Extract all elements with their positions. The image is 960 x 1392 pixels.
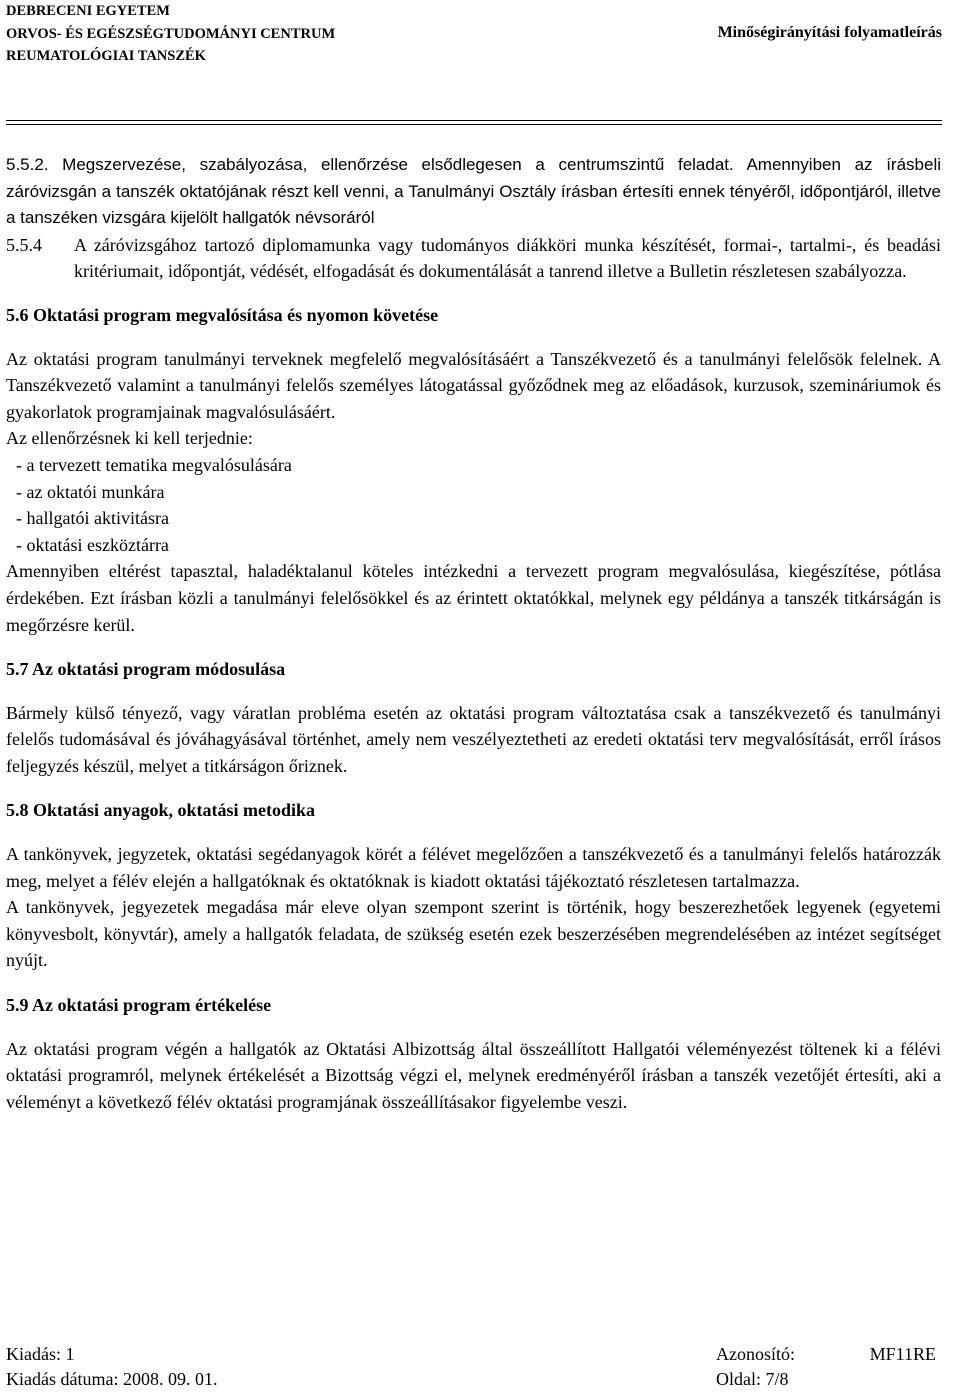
header-university: DEBRECENI EGYETEM xyxy=(6,3,170,19)
footer-page-number: Oldal: 7/8 xyxy=(716,1369,789,1389)
page-header xyxy=(6,0,942,72)
document-body xyxy=(6,152,941,1115)
footer-identifier-value: MF11RE xyxy=(869,1344,936,1364)
paragraph-5-6-2: Az ellenőrzésnek ki kell terjednie: xyxy=(6,428,253,449)
footer-edition: Kiadás: 1 xyxy=(6,1344,75,1364)
footer-identifier xyxy=(716,1342,936,1367)
heading-5-7: 5.7 Az oktatási program módosulása xyxy=(6,659,286,680)
footer-identifier-label: Azonosító: xyxy=(716,1344,795,1364)
header-doc-type: Minőségirányítási folyamatleírás xyxy=(717,24,942,41)
heading-5-6: 5.6 Oktatási program megvalósítása és nyomon követése xyxy=(6,304,439,325)
paragraph-5-8-1: A tankönyvek, jegyzetek, oktatási segédanyagok körét a félévet megelőzően a tanszékvezető és a tanulmányi felelős határozzák meg, melyet a félév elején a hallgatóknak és oktatóknak is kiadott oktatási tájékoztató részletesen tartalmazza. xyxy=(6,844,941,891)
footer-edition-date: Kiadás dátuma: 2008. 09. 01. xyxy=(6,1369,218,1389)
paragraph-5-5-4-text: A záróvizsgához tartozó diplomamunka vagy tudományos diákköri munka készítését, formai-, tartalmi-, és beadási kritériumait, időpontját, védését, elfogadását és dokumentálását a tanrend illetve a Bulletin részletesen szabályozza. xyxy=(74,234,941,282)
footer-row-1 xyxy=(6,1342,936,1367)
footer-row-2 xyxy=(6,1367,936,1392)
header-institution xyxy=(6,0,335,68)
header-centre: ORVOS- ÉS EGÉSZSÉGTUDOMÁNYI CENTRUM xyxy=(6,25,336,42)
heading-5-8: 5.8 Oktatási anyagok, oktatási metodika xyxy=(6,800,316,821)
check-list xyxy=(6,452,941,558)
paragraph-5-6-3: Amennyiben eltérést tapasztal, haladéktalanul köteles intézkedni a tervezett program megvalósulása, kiegészítése, pótlása érdekében. Ezt írásban közli a tanulmányi felelősökkel és az érintett oktatókkal, melynek egy példánya a tanszék titkárságán is megőrzésre kerül. xyxy=(6,561,941,635)
paragraph-5-7: Bármely külső tényező, vagy váratlan probléma esetén az oktatási program változtatása csak a tanszékvezető és tanulmányi felelős tudomásával és jóváhagyásával történhet, amely nem veszélyeztetheti az eredeti oktatási terv megvalósítását, erről írásos feljegyzés készül, melyet a titkárságon őriznek. xyxy=(6,702,941,776)
list-item: - oktatási eszköztárra xyxy=(16,534,169,555)
page-footer xyxy=(6,1342,936,1392)
list-item: - az oktatói munkára xyxy=(16,481,165,502)
header-department: REUMATOLÓGIAI TANSZÉK xyxy=(6,48,206,64)
paragraph-5-5-4-number: 5.5.4 xyxy=(6,234,42,255)
paragraph-5-6-1: Az oktatási program tanulmányi terveknek megfelelő megvalósításáért a Tanszékvezető és a tanulmányi felelősök felelnek. A Tanszékvezető valamint a tanulmányi felelős személyes látogatással győződnek meg az előadások, kurzusok, szemináriumok és gyakorlatok programjainak magvalósulásáért. xyxy=(6,348,941,422)
header-rule-1 xyxy=(6,120,942,121)
paragraph-5-5-4 xyxy=(6,232,941,285)
paragraph-5-9: Az oktatási program végén a hallgatók az Oktatási Albizottság által összeállított Hallgatói véleményezést töltenek ki a félévi oktatási programról, melynek értékelését a Bizottság végzi el, melynek eredményéről írásban a tanszék vezetőjét értesíti, aki a véleményt a következő félév oktatási programjának összeállításakor figyelembe veszi. xyxy=(6,1038,941,1112)
paragraph-5-5-2: 5.5.2. Megszervezése, szabályozása, ellenőrzése elsődlegesen a centrumszintű feladat. Amennyiben az írásbeli záróvizsgán a tanszék oktatójának részt kell venni, a Tanulmányi Osztály írásban értesíti ennek tényéről, időpontjáról, illetve a tanszéken vizsgára kijelölt hallgatók névsoráról xyxy=(6,155,941,228)
header-rule-2 xyxy=(6,124,942,125)
list-item: - hallgatói aktivitásra xyxy=(16,508,169,529)
list-item: - a tervezett tematika megvalósulására xyxy=(16,454,292,475)
heading-5-9: 5.9 Az oktatási program értékelése xyxy=(6,995,272,1016)
paragraph-5-8-2: A tankönyvek, jegyezetek megadása már eleve olyan szempont szerint is történik, hogy beszerezhetőek legyenek (egyetemi könyvesbolt, könyvtár), amely a hallgatók feladata, de szükség esetén ezek beszerzésében megrendelésében az intézet segítséget nyújt. xyxy=(6,897,941,971)
